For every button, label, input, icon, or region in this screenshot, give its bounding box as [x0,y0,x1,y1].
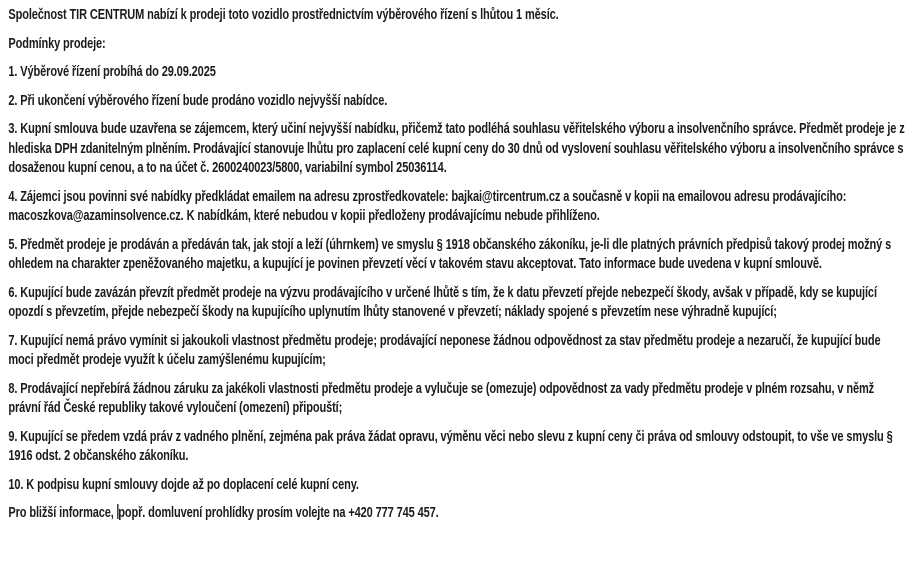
condition-item-2[interactable]: 2. Při ukončení výběrového řízení bude prodáno vozidlo nejvyšší nabídce. [8,92,388,109]
intro-paragraph[interactable]: Společnost TIR CENTRUM nabízí k prodeji toto vozidlo prostřednictvím výběrového řízení s lhůtou 1 měsíc. [8,7,559,23]
condition-item-6[interactable]: 6. Kupující bude zavázán převzít předmět prodeje na výzvu prodávajícího v určené lhůtě s tím, že k datu převzetí přejde nebezpečí škody, avšak v případě, kdy se kupující opozdí s převzetím, přejde nebezpečí škody na kupujícího uplynutím lhůty stanovené v převzetí; náklady spojené s převzetím nese výhradně kupující; [8,284,877,320]
condition-item-4[interactable]: 4. Zájemci jsou povinni své nabídky předkládat emailem na adresu zprostředkovatele: bajkai@tircentrum.cz a současně v kopii na emailovou adresu prodávajícího: macoszkova@azaminsolvence.cz. K nabídkám, které nebudou v kopii předloženy prodávajícímu nebude přihlíženo. [8,188,847,224]
condition-item-1[interactable]: 1. Výběrové řízení probíhá do 29.09.2025 [8,64,216,80]
contact-text-after-caret: popř. domluvení prohlídky prosím volejte na +420 777 745 457. [118,505,439,521]
conditions-heading[interactable]: Podmínky prodeje: [8,35,106,52]
condition-item-3[interactable]: 3. Kupní smlouva bude uzavřena se zájemcem, který učiní nejvyšší nabídku, přičemž tato podléhá souhlasu věřitelského výboru a insolvenčního správce. Předmět prodeje je z hlediska DPH zdanitelným plněním. Prodávající stanovuje lhůtu pro zaplacení celé kupní ceny do 30 dnů od vyslovení souhlasu věřitelského výboru a insolvenčního správce s dosaženou kupní cenou, a to na účet č. 2600240023/5800, variabilní symbol 25036114. [8,121,905,176]
condition-item-7[interactable]: 7. Kupující nemá právo vymínit si jakoukoli vlastnost předmětu prodeje; prodávající neponese žádnou odpovědnost za stav předmětu prodeje a nezaručí, že kupující bude moci předmět prodeje využít k účelu zamýšlenému kupujícím; [8,332,881,368]
condition-item-8[interactable]: 8. Prodávající nepřebírá žádnou záruku za jakékoli vlastnosti předmětu prodeje a vylučuje se (omezuje) odpovědnost za vady předmětu prodeje v plném rozsahu, v němž právní řád České republiky takové vyloučení (omezení) připouští; [8,380,875,416]
condition-item-5[interactable]: 5. Předmět prodeje je prodáván a předáván tak, jak stojí a leží (úhrnkem) ve smyslu § 1918 občanského zákoníku, je-li dle platných právních předpisů takový prodej možný s ohledem na charakter zpeněžovaného majetku, a kupující je povinen převzetí věcí v takovém stavu akceptovat. Tato informace bude uvedena v kupní smlouvě. [8,236,892,272]
contact-text-before-caret: Pro bližší informace, [8,505,117,521]
condition-item-10[interactable]: 10. K podpisu kupní smlouvy dojde až po doplacení celé kupní ceny. [8,476,359,493]
condition-item-9[interactable]: 9. Kupující se předem vzdá práv z vadného plnění, zejména pak práva žádat opravu, výměnu věci nebo slevu z kupní ceny či práva od smlouvy odstoupit, to vše ve smyslu § 1916 odst. 2 občanského zákoníku. [8,428,893,464]
contact-paragraph[interactable] [8,504,906,524]
